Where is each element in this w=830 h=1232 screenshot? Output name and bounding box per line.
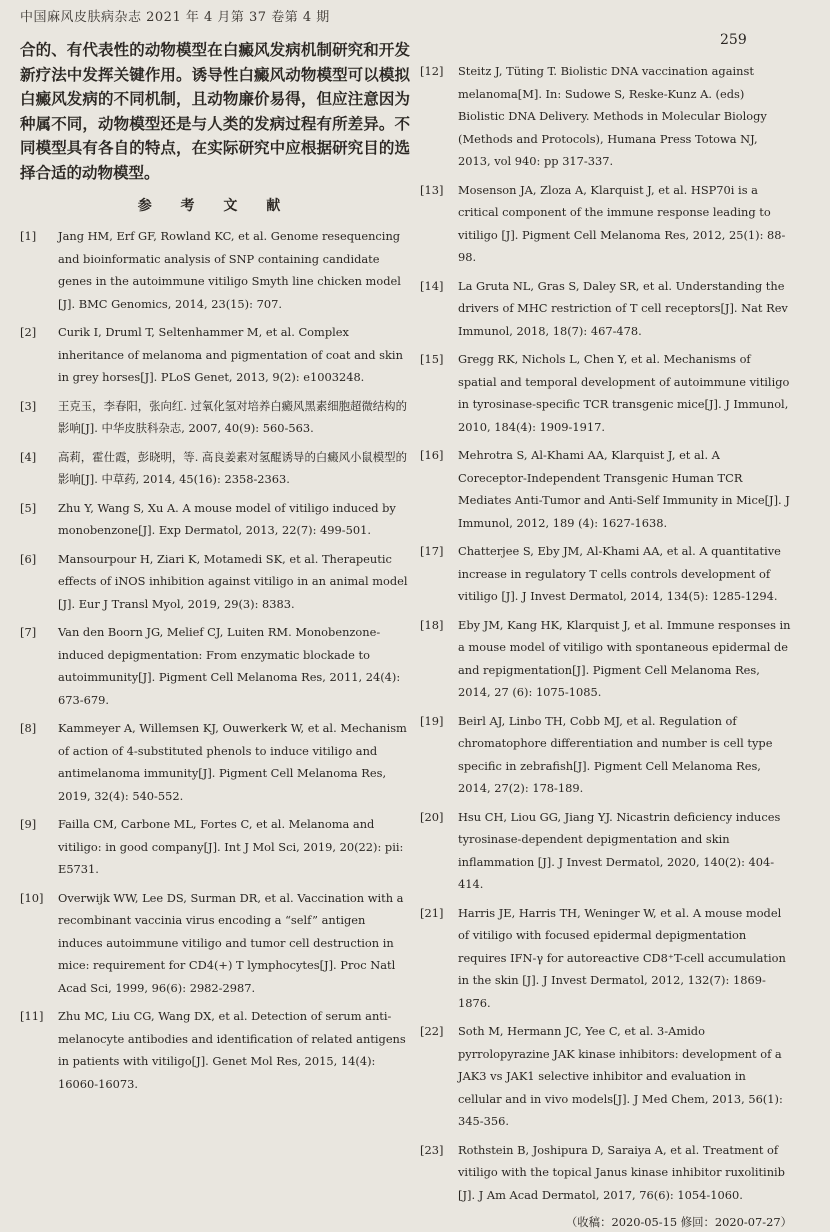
reference-text: 高莉，霍仕霞，彭晓明，等. 高良姜素对氢醌诱导的白癜风小鼠模型的影响[J]. 中草药, 2014, 45(16): 2358-2363.: [58, 449, 407, 486]
reference-number: [10]: [20, 890, 44, 905]
reference-number: [13]: [420, 182, 444, 197]
reference-item: [420, 1139, 792, 1207]
references-title: 参 考 文 献: [137, 198, 293, 214]
reference-item: [20, 497, 410, 542]
reference-item: [20, 717, 410, 807]
reference-item: [20, 548, 410, 616]
reference-item: [20, 225, 410, 315]
reference-item: [420, 60, 792, 173]
reference-item: [20, 321, 410, 389]
reference-text: Rothstein B, Joshipura D, Saraiya A, et al. Treatment of vitiligo with the topical Janus kinase inhibitor ruxolitinib [J]. J Am Acad Dermatol, 2017, 76(6): 1054-1060.: [458, 1142, 785, 1202]
reference-item: [420, 902, 792, 1015]
reference-item: [420, 614, 792, 704]
reference-text: Overwijk WW, Lee DS, Surman DR, et al. Vaccination with a recombinant vaccinia virus encoding a “self” antigen induces autoimmune vitiligo and tumor cell destruction in mice: requirement for CD4(+) T lymphocytes[J]. Proc Natl Acad Sci, 1999, 96(6): 2982-2987.: [58, 890, 404, 995]
reference-item: [420, 348, 792, 438]
reference-text: Zhu Y, Wang S, Xu A. A mouse model of vitiligo induced by monobenzone[J]. Exp Dermatol, 2013, 22(7): 499-501.: [58, 500, 396, 537]
reference-text: Gregg RK, Nichols L, Chen Y, et al. Mechanisms of spatial and temporal development of autoimmune vitiligo in tyrosinase-specific TCR transgenic mice[J]. J Immunol, 2010, 184(4): 1909-1917.: [458, 352, 790, 434]
reference-text: 王克玉，李春阳，张向红. 过氧化氢对培养白癜风黑素细胞超微结构的影响[J]. 中华皮肤科杂志, 2007, 40(9): 560-563.: [58, 398, 407, 435]
reference-text: Failla CM, Carbone ML, Fortes C, et al. Melanoma and vitiligo: in good company[J]. Int J Mol Sci, 2019, 20(22): pii: E5731.: [58, 817, 404, 876]
reference-text: Steitz J, Tüting T. Biolistic DNA vaccination against melanoma[M]. In: Sudowe S, Reske-Kunz A. (eds) Biolistic DNA Delivery. Methods in Molecular Biology (Methods and Protocols), Humana Press Totowa NJ, 2013, vol 940: pp 317-337.: [458, 64, 767, 168]
reference-text: Hsu CH, Liou GG, Jiang YJ. Nicastrin deficiency induces tyrosinase-dependent depigmentation and skin inflammation [J]. J Invest Dermatol, 2020, 140(2): 404-414.: [458, 809, 781, 891]
reference-text: Mehrotra S, Al-Khami AA, Klarquist J, et al. A Coreceptor-Independent Transgenic Human TCR Mediates Anti-Tumor and Anti-Self Immunity in Mice[J]. J Immunol, 2012, 189 (4): 1627-1638.: [458, 448, 790, 530]
reference-text: Curik I, Druml T, Seltenhammer M, et al. Complex inheritance of melanoma and pigmentation of coat and skin in grey horses[J]. PLoS Genet, 2013, 9(2): e1003248.: [58, 325, 403, 384]
reference-text: Beirl AJ, Linbo TH, Cobb MJ, et al. Regulation of chromatophore differentiation and number is cell type specific in zebrafish[J]. Pigment Cell Melanoma Res, 2014, 27(2): 178-189.: [458, 713, 773, 795]
reference-item: [20, 887, 410, 1000]
reference-number: [1]: [20, 229, 37, 243]
reference-item: [20, 395, 410, 440]
reference-text: La Gruta NL, Gras S, Daley SR, et al. Understanding the drivers of MHC restriction of T cell receptors[J]. Nat Rev Immunol, 2018, 18(7): 467-478.: [458, 278, 788, 338]
reference-number: [3]: [20, 398, 37, 413]
reference-number: [17]: [420, 544, 444, 558]
reference-number: [4]: [20, 449, 37, 464]
reference-text: Mansourpour H, Ziari K, Motamedi SK, et al. Therapeutic effects of iNOS inhibition against vitiligo in an animal model [J]. Eur J Transl Myol, 2019, 29(3): 8383.: [58, 551, 408, 611]
reference-number: [16]: [420, 448, 444, 462]
reference-text: Eby JM, Kang HK, Klarquist J, et al. Immune responses in a mouse model of vitiligo with spontaneous epidermal de and repigmentation[J]. Pigment Cell Melanoma Res, 2014, 27 (6): 1075-1085.: [458, 617, 791, 699]
reference-number: [22]: [420, 1024, 444, 1038]
reference-number: [18]: [420, 617, 444, 632]
reference-number: [23]: [420, 1142, 444, 1157]
reference-item: [420, 710, 792, 800]
reference-item: [420, 275, 792, 343]
reference-number: [9]: [20, 817, 37, 831]
reference-number: [14]: [420, 278, 444, 293]
reference-item: [420, 540, 792, 608]
reference-text: Chatterjee S, Eby JM, Al-Khami AA, et al. A quantitative increase in regulatory T cells controls development of vitiligo [J]. J Invest Dermatol, 2014, 134(5): 1285-1294.: [458, 544, 781, 603]
reference-text: Van den Boorn JG, Melief CJ, Luiten RM. Monobenzone-induced depigmentation: From enzymatic blockade to autoimmunity[J]. Pigment Cell Melanoma Res, 2011, 24(4): 673-679.: [58, 625, 401, 707]
reference-number: [11]: [20, 1009, 44, 1023]
reference-number: [2]: [20, 325, 37, 339]
reference-item: [420, 179, 792, 269]
reference-text: Mosenson JA, Zloza A, Klarquist J, et al. HSP70i is a critical component of the immune response leading to vitiligo [J]. Pigment Cell Melanoma Res, 2012, 25(1): 88-98.: [458, 182, 786, 264]
reference-number: [15]: [420, 352, 444, 366]
reference-number: [6]: [20, 551, 37, 566]
reference-item: [20, 1005, 410, 1095]
right-column: [420, 60, 792, 1232]
reference-number: [12]: [420, 64, 444, 78]
received-revised-dates: （收稿：2020-05-15 修回：2020-07-27）: [565, 1215, 792, 1229]
body-paragraph: 合的、有代表性的动物模型在白癜风发病机制研究和开发新疗法中发挥关键作用。诱导性白癜风动物模型可以模拟白癜风发病的不同机制，且动物廉价易得，但应注意因为种属不同，动物模型还是与人类的发病过程有所差异。不同模型具有各自的特点，在实际研究中应根据研究目的选择合适的动物模型。: [20, 40, 410, 182]
reference-item: [420, 806, 792, 896]
left-column: [20, 38, 410, 1101]
reference-text: Jang HM, Erf GF, Rowland KC, et al. Genome resequencing and bioinformatic analysis of SNP containing candidate genes in the autoimmune vitiligo Smyth line chicken model [J]. BMC Genomics, 2014, 23(15): 707.: [58, 229, 401, 311]
reference-item: [20, 446, 410, 491]
reference-number: [21]: [420, 905, 444, 920]
journal-header: 中国麻风皮肤病杂志 2021 年 4 月第 37 卷第 4 期: [20, 10, 330, 25]
reference-item: [20, 621, 410, 711]
reference-item: [420, 444, 792, 534]
page-number: 259: [720, 32, 747, 48]
reference-text: Kammeyer A, Willemsen KJ, Ouwerkerk W, et al. Mechanism of action of 4-substituted phenols to induce vitiligo and antimelanoma immunity[J]. Pigment Cell Melanoma Res, 2019, 32(4): 540-552.: [58, 721, 407, 803]
reference-number: [20]: [420, 809, 444, 824]
reference-text: Harris JE, Harris TH, Weninger W, et al. A mouse model of vitiligo with focused epidermal depigmentation requires IFN-γ for autoreactive CD8⁺T-cell accumulation in the skin [J]. J Invest Dermatol, 2012, 132(7): 1869-1876.: [458, 905, 786, 1010]
reference-item: [420, 1020, 792, 1133]
reference-number: [5]: [20, 500, 37, 515]
reference-number: [8]: [20, 721, 37, 735]
reference-number: [7]: [20, 625, 37, 639]
reference-text: Soth M, Hermann JC, Yee C, et al. 3-Amido pyrrolopyrazine JAK kinase inhibitors: development of a JAK3 vs JAK1 selective inhibitor and evaluation in cellular and in vivo models[J]. J Med Chem, 2013, 56(1): 345-356.: [458, 1024, 783, 1128]
reference-item: [20, 813, 410, 881]
reference-text: Zhu MC, Liu CG, Wang DX, et al. Detection of serum anti-melanocyte antibodies and identification of related antigens in patients with vitiligo[J]. Genet Mol Res, 2015, 14(4): 16060-16073.: [58, 1009, 406, 1091]
reference-number: [19]: [420, 713, 444, 728]
